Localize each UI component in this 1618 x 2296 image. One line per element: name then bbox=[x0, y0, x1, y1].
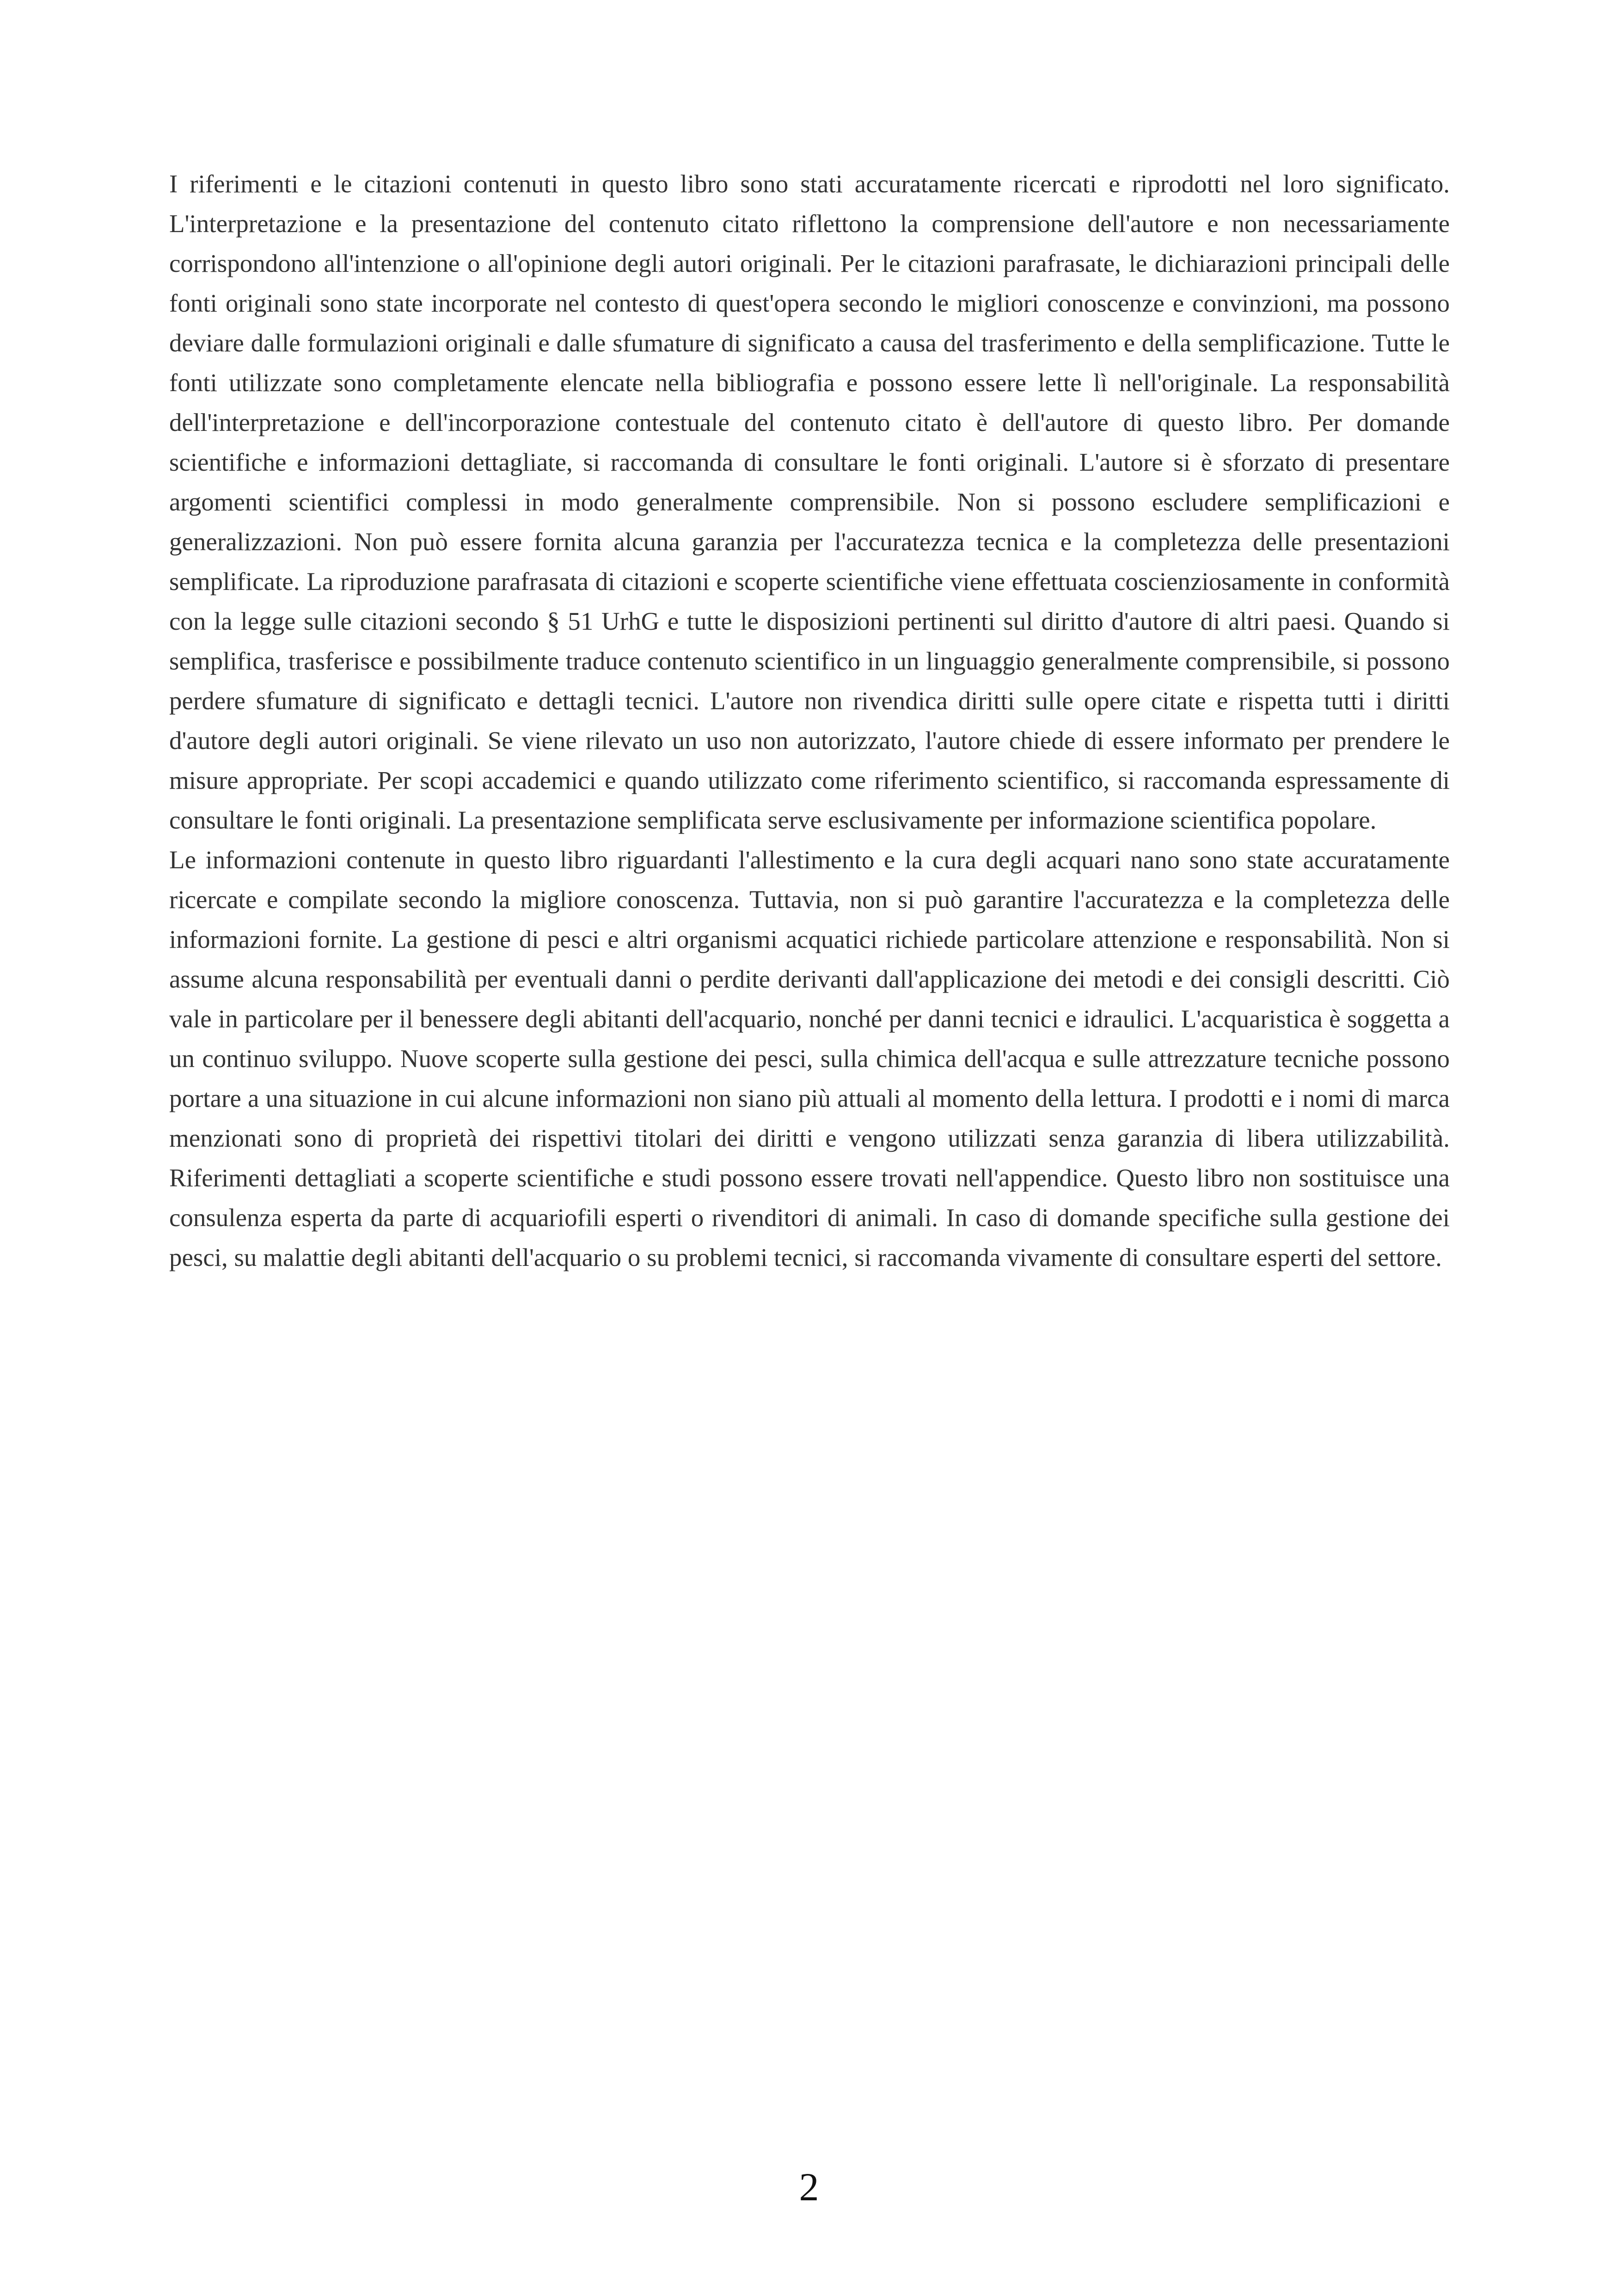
disclaimer-paragraph-citations: I riferimenti e le citazioni contenuti in questo libro sono stati accuratamente ricercati e riprodotti nel loro significato. L'interpretazione e la presentazione del contenuto citato riflettono la comprensione dell'autore e non necessariamente corrispondono all'intenzione o all'opinione degli autori originali. Per le citazioni parafrasate, le dichiarazioni principali delle fonti originali sono state incorporate nel contesto di quest'opera secondo le migliori conoscenze e convinzioni, ma possono deviare dalle formulazioni originali e dalle sfumature di significato a causa del trasferimento e della semplificazione. Tutte le fonti utilizzate sono completamente elencate nella bibliografia e possono essere lette lì nell'originale. La responsabilità dell'interpretazione e dell'incorporazione contestuale del contenuto citato è dell'autore di questo libro. Per domande scientifiche e informazioni dettagliate, si raccomanda di consultare le fonti originali. L'autore si è sforzato di presentare argomenti scientifici complessi in modo generalmente comprensibile. Non si possono escludere semplificazioni e generalizzazioni. Non può essere fornita alcuna garanzia per l'accuratezza tecnica e la completezza delle presentazioni semplificate. La riproduzione parafrasata di citazioni e scoperte scientifiche viene effettuata coscienziosamente in conformità con la legge sulle citazioni secondo § 51 UrhG e tutte le disposizioni pertinenti sul diritto d'autore di altri paesi. Quando si semplifica, trasferisce e possibilmente traduce contenuto scientifico in un linguaggio generalmente comprensibile, si possono perdere sfumature di significato e dettagli tecnici. L'autore non rivendica diritti sulle opere citate e rispetta tutti i diritti d'autore degli autori originali. Se viene rilevato un uso non autorizzato, l'autore chiede di essere informato per prendere le misure appropriate. Per scopi accademici e quando utilizzato come riferimento scientifico, si raccomanda espressamente di consultare le fonti originali. La presentazione semplificata serve esclusivamente per informazione scientifica popolare. bbox=[169, 170, 1450, 834]
body-text bbox=[169, 164, 1450, 1277]
disclaimer-paragraph-aquarium: Le informazioni contenute in questo libro riguardanti l'allestimento e la cura degli acquari nano sono state accuratamente ricercate e compilate secondo la migliore conoscenza. Tuttavia, non si può garantire l'accuratezza e la completezza delle informazioni fornite. La gestione di pesci e altri organismi acquatici richiede particolare attenzione e responsabilità. Non si assume alcuna responsabilità per eventuali danni o perdite derivanti dall'applicazione dei metodi e dei consigli descritti. Ciò vale in particolare per il benessere degli abitanti dell'acquario, nonché per danni tecnici e idraulici. L'acquaristica è soggetta a un continuo sviluppo. Nuove scoperte sulla gestione dei pesci, sulla chimica dell'acqua e sulle attrezzature tecniche possono portare a una situazione in cui alcune informazioni non siano più attuali al momento della lettura. I prodotti e i nomi di marca menzionati sono di proprietà dei rispettivi titolari dei diritti e vengono utilizzati senza garanzia di libera utilizzabilità. Riferimenti dettagliati a scoperte scientifiche e studi possono essere trovati nell'appendice. Questo libro non sostituisce una consulenza esperta da parte di acquariofili esperti o rivenditori di animali. In caso di domande specifiche sulla gestione dei pesci, su malattie degli abitanti dell'acquario o su problemi tecnici, si raccomanda vivamente di consultare esperti del settore. bbox=[169, 846, 1450, 1271]
page-number: 2 bbox=[799, 2165, 819, 2209]
